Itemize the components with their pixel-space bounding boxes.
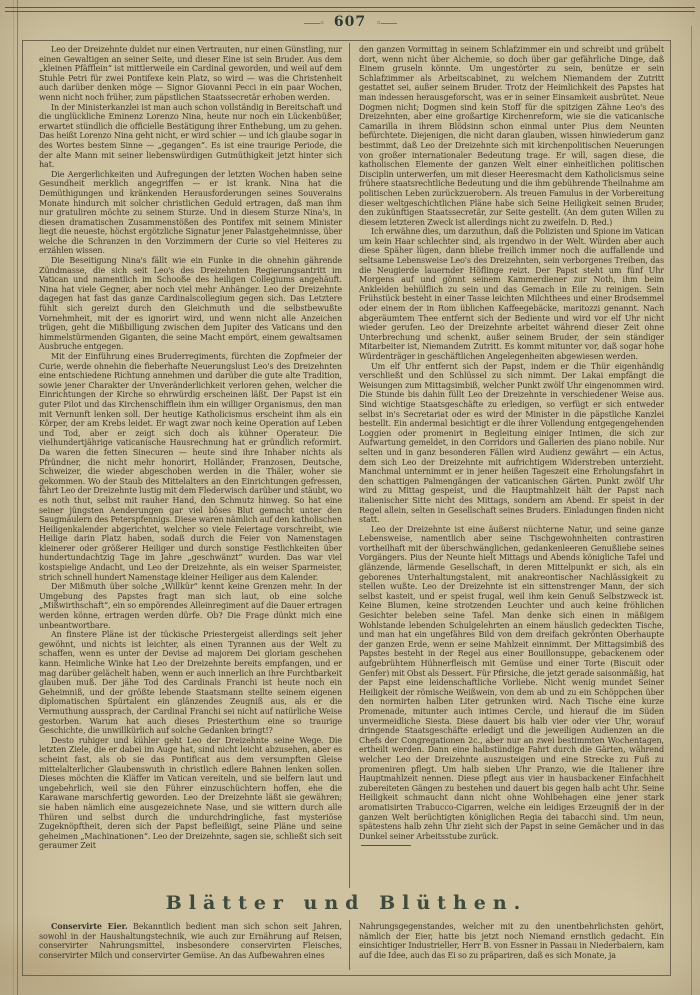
section-columns	[23, 920, 670, 970]
section-column-left	[23, 920, 350, 970]
article-column-right	[350, 43, 670, 888]
section-lead: Conservirte Eier.	[51, 921, 128, 931]
section-title: Blätter und Blüthen.	[165, 892, 528, 914]
section-column-right	[350, 920, 670, 970]
article-paragraph: Die Aergerlichkeiten und Aufregungen der letzten Wochen haben seine Gesundheit merklich angegriffen — er ist krank. Nina hat die Demüthigungen und kränkenden Herausforderungen seines Souverains Monate hindurch mit solcher christlichen Geduld ertragen, daß man ihm nur gratuliren möchte zu seinem Sturze. Und in diesem Sturze Nina's, in diesen dramatischen Zusammenstößen des Pontifex mit seinem Minister liegt die neueste, höchst ergötzliche Signatur jener Palastgeheimnisse, über welche die Schranzen in den Vorzimmern der Curie so viel Heiteres zu erzählen wissen.	[39, 169, 342, 256]
article-paragraph: den ganzen Vormittag in seinem Schlafzimmer ein und schreibt und grübelt dort, wenn nicht über Alchemie, so doch über gar gefährliche Dinge, daß Einem gruseln könnte. Um ungestörter zu sein, benütze er sein Schlafzimmer als Arbeitscabinet, zu welchem Niemandem der Zutritt gestattet sei, außer seinem Bruder. Trotz der Heimlichkeit des Papstes hat man indessen herausgeforscht, was er in seiner Einsamkeit ausbrütet. Neue Dogmen nicht; Dogmen sind kein Stoff für die spitzigen Zähne Leo's des Dreizehnten, aber eine großartige Kirchenreform, wie sie die vaticanische Camarilla in ihrem Blödsinn schon einmal unter Pius dem Neunten befürchtete. Diejenigen, die nicht daran glauben, wissen hinwiederum ganz bestimmt, daß Leo der Dreizehnte sich mit kirchenpolitischen Neuerungen von großer internationaler Bedeutung trage. Er will, sagen diese, die katholischen Elemente der ganzen Welt einer einheitlichen politischen Disciplin unterwerfen, um mit dieser Heeresmacht dem Katholicismus seine frühere staatsrechtliche Bedeutung und die ihm gebührende Theilnahme am politischen Leben zurückzuerobern. Als treuen Famulus in der Vorbereitung dieser weltgeschichtlichen Pläne habe sich Seine Heiligkeit seinen Bruder, den zukünftigen Staatssecretär, zur Seite gestellt. (An dem guten Willen zu diesem letzteren Zweck ist allerdings nicht zu zweifeln. D. Red.)	[359, 45, 664, 227]
page-edge-line	[13, 0, 14, 995]
page-header	[0, 14, 700, 30]
section-text: Bekanntlich bedient man sich schon seit Jahren, sowohl in der Haushaltungstechnik, wie auch zur Ernährung auf Reisen, conservirter Nahrungsmittel, insbesondere conservirten Fleisches, conservirter Milch und conservirter Gemüse. An das Aufbewahren eines	[39, 922, 342, 960]
page-edge-line	[691, 26, 692, 995]
header-double-rule	[5, 7, 695, 12]
end-of-article-rule	[361, 845, 411, 846]
article-paragraph: Ich erwähne dies, um darzuthun, daß die Polizisten und Spione im Vatican um kein Haar schlechter sind, als irgendwo in der Welt. Würden aber auch diese Späher lügen, dann bliebe freilich immer noch die auffallende und seltsame Lebensweise Leo's des Dreizehnten, sein verborgenes Treiben, das die Neugierde lauernder Höflinge reizt. Der Papst steht um fünf Uhr Morgens auf und gönnt seinem Kammerdiener zur Noth, ihm beim Ankleiden behülflich zu sein und das Gemach in Eile zu reinigen. Sein Frühstück besteht in einer Tasse leichten Milchthees und einer Brodsemmel oder einem der in Rom üblichen Kaffeegebäcke, maritozzi genannt. Nach abgeräumtem Thee entfernt sich der Bediente und wird vor elf Uhr nicht wieder gerufen. Leo der Dreizehnte arbeitet während dieser Zeit ohne Unterbrechung und schenkt, außer seinem Bruder, der sein ständiger Mitarbeiter ist, Niemandem Zutritt. Es kommt mitunter vor, daß sogar hohe Würdenträger in geschäftlichen Angelegenheiten abgewiesen werden.	[359, 227, 664, 361]
article-paragraph: Desto ruhiger und kühler geht Leo der Dreizehnte seine Wege. Die letzten Ziele, die er dabei im Auge hat, sind nicht leicht abzusehen, aber es scheint fast, als ob sie das Pontificat aus dem versumpften Gleise mittelalterlicher Glaubenswuth in christlich edlere Bahnen lenken sollen. Dieses möchten die Kläffer im Vatican vereiteln, und sie belfern laut und ungebehrlich, weil sie den Führer einzuschüchtern hoffen, ehe die Karawane marschfertig geworden. Leo der Dreizehnte läßt sie gewähren; sie haben nämlich eine ausgezeichnete Nase, und sie wittern durch alle Thüren und selbst durch die undurchdringliche, fast mysteriöse Zugeknöpftheit, deren sich der Papst befleißigt, seine Pläne und seine geheimen „Machinationen“. Leo der Dreizehnte, sagen sie, schließt sich seit geraumer Zeit	[39, 735, 342, 851]
article-paragraph: Leo der Dreizehnte duldet nur einen Vertrauten, nur einen Günstling, nur einen Gewaltigen an seiner Seite, und dieser Eine ist sein Bruder. Aus dem „kleinen Pfäfflein“ ist mittlerweile ein Cardinal geworden, und weil auf dem Stuhle Petri für zwei Pontifexe kein Platz, so wird — was die Christenheit auch darüber denken möge — Signor Giovanni Pecci in ein paar Wochen, wenn nicht noch früher, zum päpstlichen Staatssecretär erhoben werden.	[39, 45, 342, 102]
article-paragraph: Der Mißmuth über solche „Willkür“ kennt keine Grenzen mehr. In der Umgebung des Papstes fragt man sich laut, ob eine solche „Mißwirthschaft“, ein so empörendes Alleinregiment auf die Dauer ertragen werden könne, ertragen werden dürfe. Ob? Die Frage dünkt mich eine unbeantwortbare.	[39, 582, 342, 630]
section-paragraph: Nahrungsgegenstandes, welcher mit zu den unentbehrlichsten gehört, nämlich der Eier, hatte bis jetzt noch Niemand ernstlich gedacht. Ein einsichtiger Industrieller, Herr B. von Essner in Passau in Niederbaiern, kam auf die Idee, auch das Ei so zu präpariren, daß es sich Monate, ja	[359, 922, 664, 960]
page-edge-line	[17, 0, 18, 995]
ornament-left: ——◦	[303, 19, 324, 29]
article-paragraph: Um elf Uhr entfernt sich der Papst, indem er die Thür eigenhändig verschließt und den Schlüssel zu sich nimmt. Der Lakai empfängt die Weisungen zum Mittagsimbiß, welcher Punkt zwölf Uhr eingenommen wird. Die Stunde bis dahin füllt Leo der Dreizehnte in verschiedener Weise aus. Sind wichtige Staatsgeschäfte zu erledigen, so verfügt er sich entweder selbst in's Secretariat oder es wird der Minister in die päpstliche Kanzlei bestellt. Ein andermal besichtigt er die ihrer Vollendung entgegengehenden Loggien oder promenirt in Begleitung einiger Intimen, die sich zur Aufwartung gemeldet, in den Corridors und Gallerien des piano nobile. Nur selten und in ganz besonderen Fällen wird Audienz gewährt — ein Actus, dem sich Leo der Dreizehnte mit aufrichtigem Widerstreben unterzieht. Manchmal unternimmt er in jener heißen Tageszeit eine Erholungsfahrt in den schattigen Palmengängen der vaticanischen Gärten. Punkt zwölf Uhr wird zu Mittag gespeist, und die Hauptmahlzeit hält der Papst nach italienischer Sitte nicht des Mittags, sondern am Abend. Er speist in der Regel allein, selten in Gesellschaft seines Bruders. Einladungen finden nicht statt.	[359, 361, 664, 525]
article-paragraph: Die Beseitigung Nina's fällt wie ein Funke in die ohnehin gährende Zündmasse, die sich seit Leo's des Dreizehnten Regierungsantritt im Vatican und namentlich im Schooße des heiligen Collegiums angehäuft. Nina hat viele Gegner, aber noch viel mehr Anhänger. Leo der Dreizehnte dagegen hat fast das ganze Cardinalscollegium gegen sich. Das Letztere fühlt sich gereizt durch den Gleichmuth und die selbstbewußte Vornehmheit, mit der es ignorirt wird, und wenn nicht alle Anzeichen trügen, geht die Mißbilligung zwischen dem Jupiter des Vaticans und den himmelstürmenden Giganten, die seine Macht empört, einem gewaltsamen Ausbruche entgegen.	[39, 256, 342, 352]
article-paragraph: Leo der Dreizehnte ist eine äußerst nüchterne Natur, und seine ganze Lebensweise, namentlich aber seine Tischgewohnheiten contrastiren vortheilhaft mit der überschwänglichen, gedankenleeren Genußliebe seines Vorgängers. Pius der Neunte hielt Mittags und Abends königliche Tafel und glänzende, lärmende Gesellschaft, in deren Mittelpunkt er sich, als ein geborenes Unterhaltungstalent, mit anakreontischer Nachlässigkeit zu stellen wußte. Leo der Dreizehnte ist ein sittenstrenger Mann, der sich selbst kasteit, und er speist frugal, weil ihm kein Genuß Selbstzweck ist. Keine Blumen, keine strotzenden Leuchter und auch keine fröhlichen Gesichter beleben seine Tafel. Man denke sich einen in mäßigem Wohlstande lebenden Schulgelehrten an einem häuslich gedeckten Tische, und man hat ein ungefähres Bild von dem dreifach gekrönten Oberhaupte der ganzen Erde, wenn er seine Mahlzeit einnimmt. Der Mittagsimbiß des Papstes besteht in der Regel aus einer Bouillonsuppe, gebackenem oder aufgebrühtem Hühnerfleisch mit Gemüse und einer Torte (Biscuit oder Genfer) mit Obst als Dessert. Für Pfirsiche, die jetzt gerade saisonmäßig, hat der Papst eine leidenschaftliche Vorliebe. Nicht wenig mundet Seiner Heiligkeit der römische Weißwein, von dem ab und zu ein Schöppchen über den normirten halben Liter getrunken wird. Nach Tische eine kurze Promenade, mitunter auch intimes Cercle, und hierauf die im Süden unvermeidliche Siesta. Diese dauert bis halb vier oder vier Uhr, worauf dringende Staatsgeschäfte erledigt und die jeweiligen Audienzen an die Chefs der Congregationen 2c., aber nur an zwei bestimmten Wochentagen, ertheilt werden. Dann eine halbstündige Fahrt durch die Gärten, während welcher Leo der Dreizehnte auszusteigen und eine Strecke zu Fuß zu promeniren pflegt. Um halb sieben Uhr Pranzo, wie die Italiener ihre Hauptmahlzeit nennen. Diese pflegt aus vier in hausbackener Einfachheit zubereiteten Gängen zu bestehen und dauert bis gegen halb acht Uhr. Seine Heiligkeit schmaucht dann nicht ohne Wohlbehagen eine jener stark aromatisirten Trabucco-Cigarren, welche ein leidiges Erzeugniß der in der ganzen Welt berüchtigten königlichen Regia dei tabacchi sind. Um neun, spätestens halb zehn Uhr zieht sich der Papst in seine Gemächer und in das Dunkel seiner Arbeitsstube zurück.	[359, 524, 664, 841]
main-article-columns	[23, 43, 670, 888]
article-column-left	[23, 43, 350, 888]
article-paragraph: An finstere Pläne ist der tückische Priestergeist allerdings seit jeher gewöhnt, und nichts ist leichter, als einen Tyrannen aus der Welt zu schaffen, wenn es unter der Devise ad majorem Dei gloriam geschehen kann. Heimliche Winke hat Leo der Dreizehnte bereits empfangen, und er mag darüber gelächelt haben, wenn er auch innerlich an ihre Furchtbarkeit glauben muß. Der jähe Tod des Cardinals Franchi ist heute noch ein Geheimniß, und der größte lebende Staatsmann stellte seinem eigenen diplomatischen Spürtalent ein glänzendes Zeugniß aus, als er die Vermuthung aussprach, der Cardinal Franchi sei nicht auf natürliche Weise gestorben. Warum hat auch dieses Priesterthum eine so traurige Geschichte, die unwillkürlich auf solche Gedanken bringt!?	[39, 630, 342, 736]
article-paragraph: In der Ministerkanzlei ist man auch schon vollständig in Bereitschaft und die unglückliche Eminenz Lorenzo Nina, heute nur noch ein Lückenbüßer, erwartet stündlich die officielle Bestätigung ihrer Enthebung, um zu gehen. Das heißt Lorenzo Nina geht nicht, er wird schier — und ich glaube sogar in des Wortes bestem Sinne — „gegangen“. Es ist eine traurige Periode, die der alte Mann mit seiner liebenswürdigen Gutmüthigkeit jetzt hinter sich hat.	[39, 102, 342, 170]
page-number: 607	[333, 14, 367, 30]
section-paragraph	[39, 922, 342, 960]
ornament-right: ◦——	[376, 19, 397, 29]
content-frame	[22, 40, 671, 976]
article-paragraph: Mit der Einführung eines Bruderregiments, fürchten die Zopfmeier der Curie, werde ohnehin die fieberhafte Neuerungslust Leo's des Dreizehnten eine entschiedene Richtung annehmen und darüber die gute alte Tradition, sowie jener Charakter der Unveränderlichkeit verloren gehen, welcher die Einrichtungen der Kirche so ehrwürdig erscheinen läßt. Der Papst ist ein guter Pilot und das Kirchenschifflein ihm ein williger Organismus, den man mit Vernunft lenken soll. Der heutige Katholicismus erscheint ihm als ein Körper, der am Krebs leidet. Er wagt zwar noch keine Operation auf Leben und Tod, aber er zeigt sich doch als kühner Operateur. Die vielhundertjährige vaticanische Hausrechnung hat er gründlich reformirt. Da waren die fetten Sinecuren — heute sind ihre Inhaber nichts als Pfründner, die nicht mehr honorirt, Holländer, Franzosen, Deutsche, Schweizer, die wieder abgeschoben werden in die Thäler, woher sie gekommen. Wo der Staub des Mittelalters an den Einrichtungen gefressen, fährt Leo der Dreizehnte lustig mit dem Flederwisch darüber und stäubt, wo es noth thut, selbst mit rauher Hand, den Schmutz hinweg. So hat eine seiner jüngsten Aenderungen gar viel böses Blut gemacht unter den Saugmäulern des Peterspfennigs. Diese waren nämlich auf den katholischen Heiligenkalender abgerichtet, welcher so viele Feiertage vorschreibt, wie Heilige darin Platz haben, sodaß durch die Feier von Namenstagen kleinerer oder größerer Heiliger und durch sonstige Festlichkeiten über hundertundachtzig Tage im Jahre „geschwänzt“ wurden. Das war viel kostspielige Andacht, und Leo der Dreizehnte, als ein weiser Sparmeister, strich schnell hundert Namenstage kleiner Heiliger aus dem Kalender.	[39, 352, 342, 582]
